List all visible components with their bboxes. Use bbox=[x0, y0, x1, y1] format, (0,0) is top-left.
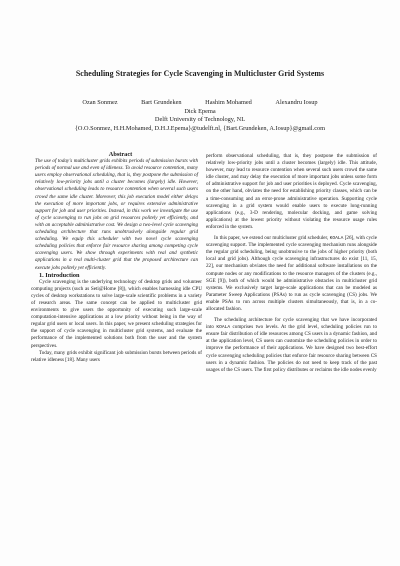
author-name: Bart Grundeken bbox=[141, 99, 182, 106]
body-text: comprises two levels. At the grid level, scheduling policies run to ensure fair distribution of idle resources among CS users in a dynamic fashion, and at the application level, CS users can customize the scheduling policies in order to improve the performance of their applications. We have designed two best-effort cycle scavenging scheduling policies that enforce fair resource sharing between CS users in a dynamic fashion. The policies do not need to keep track of the past usages of the CS users. The first policy distributes or reclaims the idle nodes evenly bbox=[206, 324, 377, 373]
author-name: Hashim Mohamed bbox=[205, 99, 252, 106]
author-name: Dick Epema bbox=[184, 107, 216, 115]
body-paragraph bbox=[206, 317, 377, 374]
author-emails: {O.O.Sonmez, H.H.Mohamed, D.H.J.Epema}@tudelft.nl, {Bart.Grundeken, A.Iosup}@gmail.com bbox=[74, 124, 326, 132]
body-text: The scheduling architecture for cycle scavenging that we have incorporated into bbox=[206, 317, 377, 331]
abstract-text: The use of today's multicluster grids exhibits periods of submission bursts with periods of normal use and even of idleness. To avoid resource contention, many users employ observational scheduling, that is, they postpone the submission of relatively low-priority jobs until a cluster becomes (largely) idle. However, observational scheduling leads to resource contention when several such users crowd the same idle cluster. Moreover, this job execution model either delays the execution of more important jobs, or requires extensive administrative support for job and user priorities. Instead, in this work we investigate the use of cycle scavenging to run jobs on grid resources politely yet efficiently, and with an acceptable administrative cost. We design a two-level cycle scavenging scheduling architecture that runs unobtrusively alongside regular grid scheduling. We equip this scheduler with two novel cycle scavenging scheduling policies that enforce fair resource sharing among competing cycle scavenging users. We show through experiments with real and synthetic applications in a real multi-cluster grid that the proposed architecture can execute jobs politely yet efficiently. bbox=[35, 158, 198, 271]
abstract-heading: Abstract bbox=[108, 151, 133, 158]
author-names bbox=[0, 99, 400, 108]
right-column bbox=[206, 153, 377, 374]
body-text: [26], with cycle scavenging support. The implemented cycle scavenging mechanism runs alongside the regular grid scheduling, being unobtrusive to the jobs of higher priority (both local and grid jobs). Although cycle scavenging infrastructures do exist [11, 15, 22], our mechanism obviates the need for additional software installations on the compute nodes or any modifications to the resource managers of the clusters (e.g., SGE [9]), both of which would be administrative obstacles in multicluster grid systems. We exclusively target large-scale applications that can be modeled as Parameter Sweep Applications (PSAs) to run as cycle scavenging (CS) jobs. We enable PSAs to run across multiple clusters simultaneously, that is, in a co-allocated fashion. bbox=[206, 235, 377, 312]
koala-name: KOALA bbox=[216, 325, 231, 331]
intro-paragraph: Cycle scavenging is the underlying technology of desktop grids and volunteer computing projects (such as Seti@Home [8]), which enables harnessing idle CPU cycles of desktop workstations to solve large-scale scientific problems in a variety of research areas. The same concept can be applied to multicluster grid environments to give users the opportunity of executing such large-scale computation-intensive applications at a low priority without being in the way of regular grid users or local users. In this paper, we present scheduling strategies for the support of cycle scavenging in multicluster grid systems, and evaluate the performance of the implemented solutions both from the user and the system perspectives. bbox=[31, 278, 202, 349]
body-paragraph bbox=[206, 235, 377, 313]
left-column bbox=[31, 151, 202, 364]
paper-title: Scheduling Strategies for Cycle Scavenging in Multicluster Grid Systems bbox=[75, 69, 325, 78]
affiliation: Delft University of Technology, NL bbox=[154, 116, 246, 124]
body-text: In this paper, we extend our multicluster grid scheduler, bbox=[214, 235, 330, 242]
author-block bbox=[0, 99, 400, 133]
body-paragraph: perform observational scheduling, that is, they postpone the submission of relatively low-priority jobs until a cluster becomes (largely) idle. This attitude, however, may lead to resource contention when several such users crowd the same idle cluster, and may delay the execution of more important jobs unless some form of administrative support for job and user priorities is deployed. Cycle scavenging, on the other hand, obviates the need for establishing priority classes, which can be a time-consuming and an error-prone administrative operation. Supporting cycle scavenging in a grid system would enable users to execute long-running applications (e.g., 3-D rendering, molecular docking, and game solving applications) at the lowest priority without violating the resource usage rules enforced in the system. bbox=[206, 153, 377, 230]
author-name: Alexandru Iosup bbox=[275, 99, 318, 106]
author-name: Ozan Sonmez bbox=[82, 99, 118, 106]
intro-paragraph: Today, many grids exhibit significant job submission bursts between periods of relative idleness [18]. Many users bbox=[31, 349, 202, 363]
koala-name: KOALA bbox=[329, 236, 344, 242]
section-heading: 1. Introduction bbox=[39, 271, 80, 279]
